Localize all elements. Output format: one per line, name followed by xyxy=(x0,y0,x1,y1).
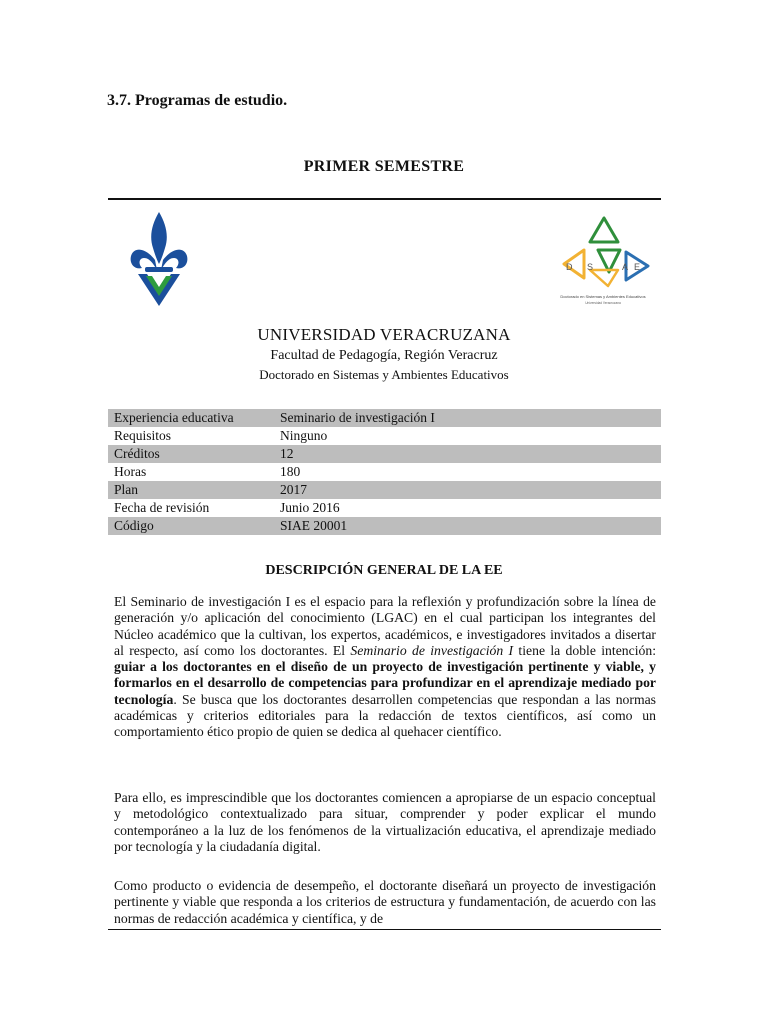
row-key: Requisitos xyxy=(114,428,172,443)
uv-flor-de-lis-logo-icon xyxy=(128,210,190,308)
semester-title: PRIMER SEMESTRE xyxy=(303,158,465,175)
row-value: 2017 xyxy=(274,481,661,499)
description-paragraph-3: Como producto o evidencia de desempeño, el doctorante diseñará un proyecto de investigación pertinente y viable que responda a los criterios de estructura y fundamentación, de acuerdo con las normas de redacción académica y científica, y de xyxy=(114,878,656,926)
row-key: Fecha de revisión xyxy=(114,500,210,515)
description-paragraph-2: Para ello, es imprescindible que los doctorantes comiencen a apropiarse de un espacio conceptual y metodológico contextualizado para situar, comprender y poder explicar el mundo contemporáneo a la luz de los fenómenos de la virtualización educativa, el aprendizaje mediado por tecnología y la ciudadanía digital. xyxy=(114,790,656,854)
faculty-name: Facultad de Pedagogía, Región Veracruz xyxy=(270,348,498,363)
footer-divider xyxy=(108,929,661,930)
table-row xyxy=(108,499,661,517)
page-bottom-margin xyxy=(0,930,768,1024)
row-value: 180 xyxy=(280,464,301,479)
table-row xyxy=(108,517,661,535)
row-value: SIAE 20001 xyxy=(274,517,661,535)
program-name: Doctorado en Sistemas y Ambientes Educativos xyxy=(259,367,509,382)
row-key: Experiencia educativa xyxy=(108,409,274,427)
table-row xyxy=(108,445,661,463)
row-value: 12 xyxy=(274,445,661,463)
table-row xyxy=(108,463,661,481)
dsae-letter-s: S xyxy=(587,262,594,272)
row-key: Horas xyxy=(114,464,147,479)
description-paragraph-1 xyxy=(114,594,656,741)
row-key: Código xyxy=(108,517,274,535)
row-value: Seminario de investigación I xyxy=(274,409,661,427)
row-value: Junio 2016 xyxy=(280,500,340,515)
dsae-letter-d: D xyxy=(566,262,573,272)
paragraph-italic-text: Seminario de investigación I xyxy=(350,642,514,658)
section-heading: 3.7. Programas de estudio. xyxy=(107,92,288,109)
paragraph-text: . Se busca que los doctorantes desarrollen competencias que respondan a las normas académicas y criterios editoriales para la redacción de textos científicos, así como un comportamiento ético propio de quien se dedica al quehacer científico. xyxy=(114,691,656,740)
row-key: Créditos xyxy=(108,445,274,463)
table-row xyxy=(108,427,661,445)
dsae-caption: Doctorado en Sistemas y Ambientes Educativos xyxy=(560,294,646,299)
dsae-triangles-logo-icon xyxy=(548,214,658,310)
dsae-letter-e: E xyxy=(634,262,641,272)
paragraph-bold-text: guiar a los doctorantes en el diseño de un proyecto de investigación pertinente y viable, y formarlos en el desarrollo de competencias para profundizar en el aprendizaje mediado por tecnología xyxy=(114,659,656,707)
table-row xyxy=(108,481,661,499)
table-row xyxy=(108,409,661,427)
course-info-table xyxy=(108,409,661,535)
university-name: UNIVERSIDAD VERACRUZANA xyxy=(257,325,511,344)
dsae-caption-sub: Universidad Veracruzana xyxy=(585,301,621,305)
paragraph-text: El Seminario de investigación I es el espacio para la reflexión y profundización sobre la línea de generación y/o aplicación del conocimiento (LGAC) en el cual participan los integrantes del Núcleo académico que la cultivan, los expertos, académicos, e investigadores invitados a disertar al respecto, así como los doctorantes. El xyxy=(114,594,656,658)
row-value: Ninguno xyxy=(280,428,328,443)
dsae-letter-a: A xyxy=(622,262,629,272)
description-title: DESCRIPCIÓN GENERAL DE LA EE xyxy=(265,563,503,578)
row-key: Plan xyxy=(108,481,274,499)
header-divider xyxy=(108,198,661,200)
paragraph-text: tiene la doble intención: xyxy=(513,642,656,658)
